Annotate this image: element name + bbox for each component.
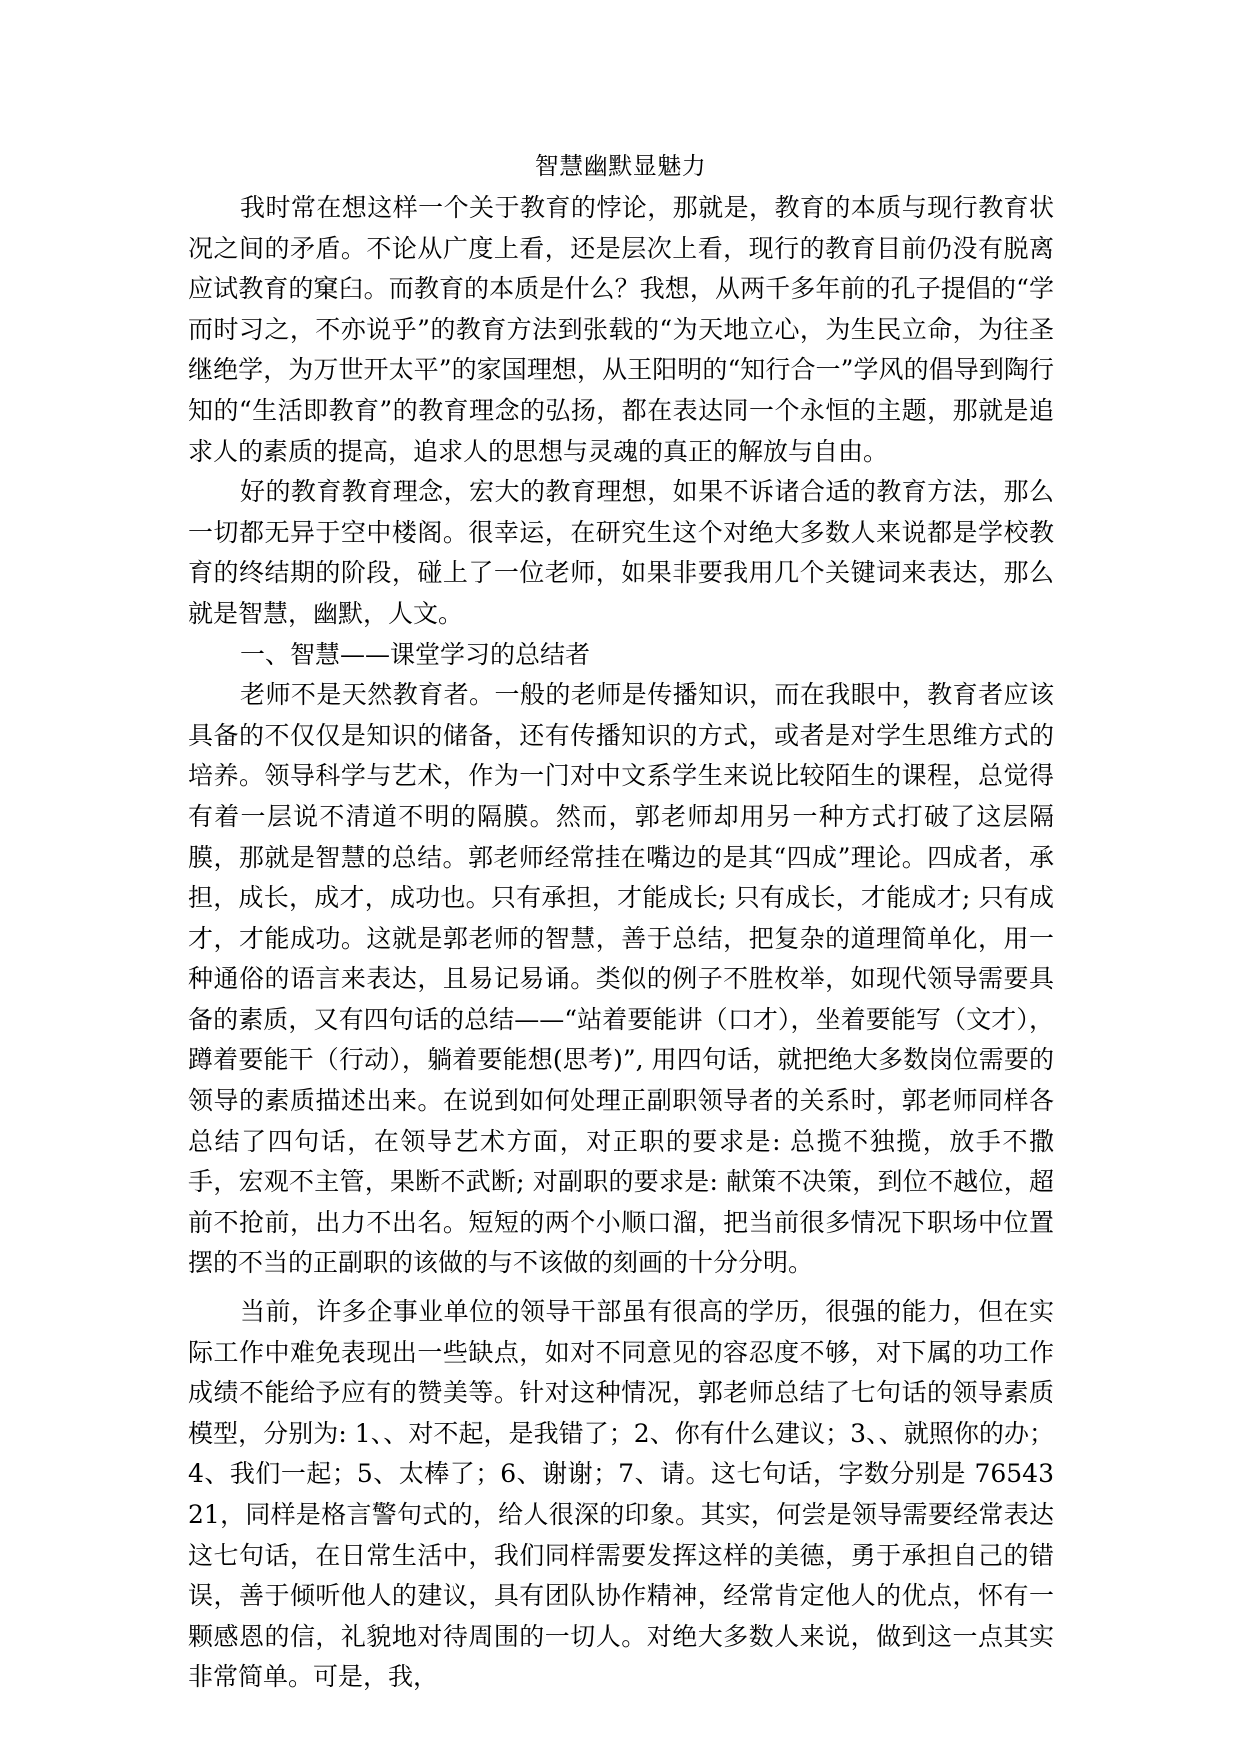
paragraph-seven-sentences: 当前，许多企事业单位的领导干部虽有很高的学历，很强的能力，但在实际工作中难免表现出一些缺点，如对不同意见的容忍度不够，对下属的功工作成绩不能给予应有的赞美等。针对这种情况，郭老师总结了七句话的领导素质模型，分别为: 1、、对不起，是我错了；2、你有什么建议；3、、就照你的办；4、我们一起；5、太棒了；6、谢谢；7、请。这七句话，字数分别是 7654321，同样是格言警句式的，给人很深的印象。其实，何尝是领导需要经常表达这七句话，在日常生活中，我们同样需要发挥这样的美德，勇于承担自己的错误，善于倾听他人的建议，具有团队协作精神，经常肯定他人的优点，怀有一颗感恩的信，礼貌地对待周围的一切人。对绝大多数人来说，做到这一点其实非常简单。可是，我， — [188, 1297, 1054, 1692]
page-title: 智慧幽默显魅力 — [534, 152, 707, 180]
paragraph-intro: 我时常在想这样一个关于教育的悖论，那就是，教育的本质与现行教育状况之间的矛盾。不论从广度上看，还是层次上看，现行的教育目前仍没有脱离应试教育的窠臼。而教育的本质是什么？我想，从两千多年前的孔子提倡的“学而时习之，不亦说乎”的教育方法到张载的“为天地立心，为生民立命，为往圣继绝学，为万世开太平”的家国理想，从王阳明的“知行合一”学风的倡导到陶行知的“生活即教育”的教育理念的弘扬，都在表达同一个永恒的主题，那就是追求人的素质的提高，追求人的思想与灵魂的真正的解放与自由。 — [188, 193, 1054, 466]
paragraph-keywords: 好的教育教育理念，宏大的教育理想，如果不诉诸合适的教育方法，那么一切都无异于空中楼阁。很幸运，在研究生这个对绝大多数人来说都是学校教育的终结期的阶段，碰上了一位老师，如果非要我用几个关键词来表达，那么就是智慧，幽默，人文。 — [188, 477, 1054, 628]
document-body — [188, 188, 1054, 1698]
section-heading-wisdom: 一、智慧——课堂学习的总结者 — [240, 639, 591, 669]
paragraph-wisdom-summary: 老师不是天然教育者。一般的老师是传播知识，而在我眼中，教育者应该具备的不仅仅是知识的储备，还有传播知识的方式，或者是对学生思维方式的培养。领导科学与艺术，作为一门对中文系学生来说比较陌生的课程，总觉得有着一层说不清道不明的隔膜。然而，郭老师却用另一种方式打破了这层隔膜，那就是智慧的总结。郭老师经常挂在嘴边的是其“四成”理论。四成者，承担，成长，成才，成功也。只有承担，才能成长; 只有成长，才能成才; 只有成才，才能成功。这就是郭老师的智慧，善于总结，把复杂的道理简单化，用一种通俗的语言来表达，且易记易诵。类似的例子不胜枚举，如现代领导需要具备的素质，又有四句话的总结——“站着要能讲（口才），坐着要能写（文才），蹲着要能干（行动），躺着要能想(思考)”, 用四句话，就把绝大多数岗位需要的领导的素质描述出来。在说到如何处理正副职领导者的关系时，郭老师同样各总结了四句话，在领导艺术方面，对正职的要求是: 总揽不独揽，放手不撒手，宏观不主管，果断不武断; 对副职的要求是: 献策不决策，到位不越位，超前不抢前，出力不出名。短短的两个小顺口溜，把当前很多情况下职场中位置摆的不当的正副职的该做的与不该做的刻画的十分分明。 — [188, 680, 1054, 1278]
